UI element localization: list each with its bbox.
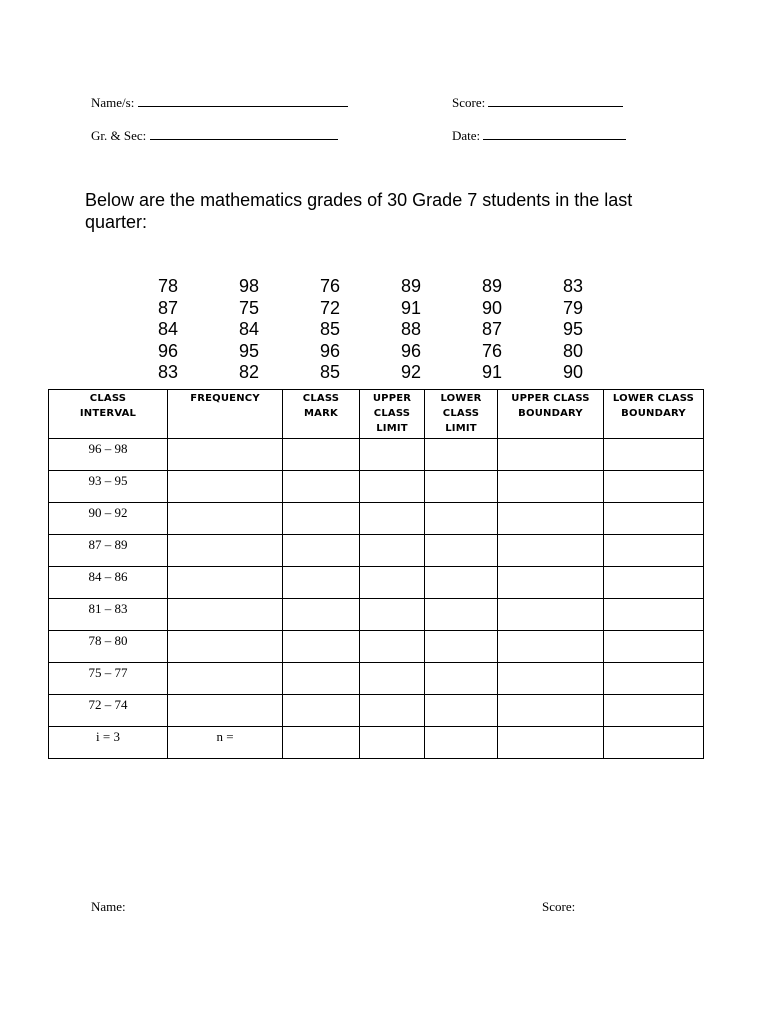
names-blank[interactable]: [138, 95, 348, 107]
upper-class-boundary-cell[interactable]: [498, 695, 604, 727]
upper-class-limit-cell[interactable]: [360, 567, 425, 599]
class-mark-cell[interactable]: [283, 471, 360, 503]
lower-class-limit-cell[interactable]: [425, 471, 498, 503]
upper-class-limit-cell[interactable]: [360, 599, 425, 631]
lower-class-boundary-cell[interactable]: [604, 471, 704, 503]
frequency-cell[interactable]: [168, 439, 283, 471]
lower-class-boundary-cell[interactable]: [604, 599, 704, 631]
class-interval-cell: 72 – 74: [49, 695, 168, 727]
lower-class-limit-cell[interactable]: [425, 503, 498, 535]
lower-class-limit-cell[interactable]: [425, 695, 498, 727]
grades-grid: [158, 276, 644, 384]
header-lower-class-limit: LOWER CLASS LIMIT: [425, 390, 498, 439]
lower-class-boundary-cell[interactable]: [604, 695, 704, 727]
grade-value: 95: [239, 340, 260, 361]
header-lower-class-boundary: LOWER CLASS BOUNDARY: [604, 390, 704, 439]
empty-cell: [498, 727, 604, 759]
grade-value: 76: [320, 276, 341, 296]
frequency-cell[interactable]: [168, 471, 283, 503]
total-frequency-cell: n =: [168, 727, 283, 759]
names-label: Name/s:: [91, 95, 135, 110]
table-row: [49, 439, 704, 471]
frequency-cell[interactable]: [168, 663, 283, 695]
upper-class-boundary-cell[interactable]: [498, 631, 604, 663]
lower-class-limit-cell[interactable]: [425, 631, 498, 663]
grade-value: 98: [239, 276, 260, 296]
grade-value: 87: [482, 319, 503, 340]
grade-value: 83: [563, 276, 584, 296]
table-row: [49, 695, 704, 727]
upper-class-limit-cell[interactable]: [360, 535, 425, 567]
header-class-mark: CLASS MARK: [283, 390, 360, 439]
empty-cell: [604, 727, 704, 759]
upper-class-boundary-cell[interactable]: [498, 503, 604, 535]
table-row: [49, 535, 704, 567]
grade-section-field[interactable]: [91, 128, 338, 144]
table-row: [49, 631, 704, 663]
frequency-cell[interactable]: [168, 631, 283, 663]
names-field[interactable]: [91, 95, 348, 111]
class-mark-cell[interactable]: [283, 439, 360, 471]
grade-value: 75: [239, 297, 260, 318]
lower-class-limit-cell[interactable]: [425, 567, 498, 599]
lower-class-boundary-cell[interactable]: [604, 663, 704, 695]
grade-value: 96: [401, 340, 422, 361]
grade-value: 72: [320, 297, 341, 318]
table-row: [49, 663, 704, 695]
grade-section-blank[interactable]: [150, 128, 338, 140]
grade-value: 84: [239, 319, 260, 340]
header-frequency: FREQUENCY: [168, 390, 283, 439]
grade-value: 91: [482, 362, 503, 383]
grade-value: 79: [563, 297, 584, 318]
table-footer-row: [49, 727, 704, 759]
class-interval-cell: 93 – 95: [49, 471, 168, 503]
frequency-cell[interactable]: [168, 599, 283, 631]
lower-class-boundary-cell[interactable]: [604, 535, 704, 567]
grade-section-label: Gr. & Sec:: [91, 128, 147, 143]
empty-cell: [283, 727, 360, 759]
lower-class-boundary-cell[interactable]: [604, 439, 704, 471]
lower-class-boundary-cell[interactable]: [604, 567, 704, 599]
upper-class-boundary-cell[interactable]: [498, 439, 604, 471]
grade-value: 87: [158, 297, 179, 318]
class-mark-cell[interactable]: [283, 535, 360, 567]
empty-cell: [425, 727, 498, 759]
footer-score-label: Score:: [542, 899, 576, 914]
grade-value: 90: [482, 297, 503, 318]
table-row: [49, 599, 704, 631]
header-class-interval: CLASS INTERVAL: [49, 390, 168, 439]
empty-cell: [360, 727, 425, 759]
class-mark-cell[interactable]: [283, 503, 360, 535]
header-upper-class-limit: UPPER CLASS LIMIT: [360, 390, 425, 439]
frequency-distribution-table: [48, 389, 704, 759]
grade-value: 84: [158, 319, 179, 340]
upper-class-boundary-cell[interactable]: [498, 471, 604, 503]
class-interval-cell: 96 – 98: [49, 439, 168, 471]
grade-value: 95: [563, 319, 584, 340]
class-interval-cell: 87 – 89: [49, 535, 168, 567]
upper-class-limit-cell[interactable]: [360, 503, 425, 535]
frequency-cell[interactable]: [168, 695, 283, 727]
grade-value: 89: [401, 276, 422, 296]
score-label: Score:: [452, 95, 486, 110]
score-blank[interactable]: [488, 95, 623, 107]
grade-value: 90: [563, 362, 584, 383]
table-row: [49, 567, 704, 599]
class-mark-cell[interactable]: [283, 695, 360, 727]
grade-value: 78: [158, 276, 179, 296]
lower-class-boundary-cell[interactable]: [604, 631, 704, 663]
upper-class-boundary-cell[interactable]: [498, 599, 604, 631]
grade-value: 91: [401, 297, 422, 318]
frequency-cell[interactable]: [168, 535, 283, 567]
upper-class-boundary-cell[interactable]: [498, 535, 604, 567]
class-interval-cell: 78 – 80: [49, 631, 168, 663]
class-interval-cell: 84 – 86: [49, 567, 168, 599]
date-blank[interactable]: [483, 128, 626, 140]
table-row: [49, 503, 704, 535]
class-mark-cell[interactable]: [283, 663, 360, 695]
grade-value: 76: [482, 340, 503, 361]
upper-class-limit-cell[interactable]: [360, 471, 425, 503]
class-width-cell: i = 3: [49, 727, 168, 759]
class-interval-cell: 81 – 83: [49, 599, 168, 631]
frequency-cell[interactable]: [168, 567, 283, 599]
frequency-cell[interactable]: [168, 503, 283, 535]
grade-value: 88: [401, 319, 422, 340]
class-mark-cell[interactable]: [283, 567, 360, 599]
class-mark-cell[interactable]: [283, 599, 360, 631]
lower-class-limit-cell[interactable]: [425, 663, 498, 695]
footer-name-label: Name:: [91, 899, 126, 914]
date-label: Date:: [452, 128, 481, 143]
upper-class-limit-cell[interactable]: [360, 695, 425, 727]
grade-value: 82: [239, 362, 260, 383]
instructions-text: Below are the mathematics grades of 30 Grade 7 students in the last quarter:: [85, 190, 633, 232]
class-mark-cell[interactable]: [283, 631, 360, 663]
upper-class-boundary-cell[interactable]: [498, 663, 604, 695]
upper-class-limit-cell[interactable]: [360, 631, 425, 663]
grade-value: 92: [401, 362, 422, 383]
lower-class-limit-cell[interactable]: [425, 535, 498, 567]
table-header-row: [49, 390, 704, 439]
header-upper-class-boundary: UPPER CLASS BOUNDARY: [498, 390, 604, 439]
lower-class-limit-cell[interactable]: [425, 439, 498, 471]
class-interval-cell: 90 – 92: [49, 503, 168, 535]
grade-value: 89: [482, 276, 503, 296]
grade-value: 85: [320, 362, 341, 383]
grade-value: 85: [320, 319, 341, 340]
lower-class-limit-cell[interactable]: [425, 599, 498, 631]
grade-value: 80: [563, 340, 584, 361]
date-field[interactable]: [452, 128, 626, 144]
grade-value: 96: [158, 340, 179, 361]
lower-class-boundary-cell[interactable]: [604, 503, 704, 535]
class-interval-cell: 75 – 77: [49, 663, 168, 695]
score-field[interactable]: [452, 95, 623, 111]
upper-class-boundary-cell[interactable]: [498, 567, 604, 599]
grade-value: 83: [158, 362, 179, 383]
table-row: [49, 471, 704, 503]
upper-class-limit-cell[interactable]: [360, 663, 425, 695]
grade-value: 96: [320, 340, 341, 361]
upper-class-limit-cell[interactable]: [360, 439, 425, 471]
